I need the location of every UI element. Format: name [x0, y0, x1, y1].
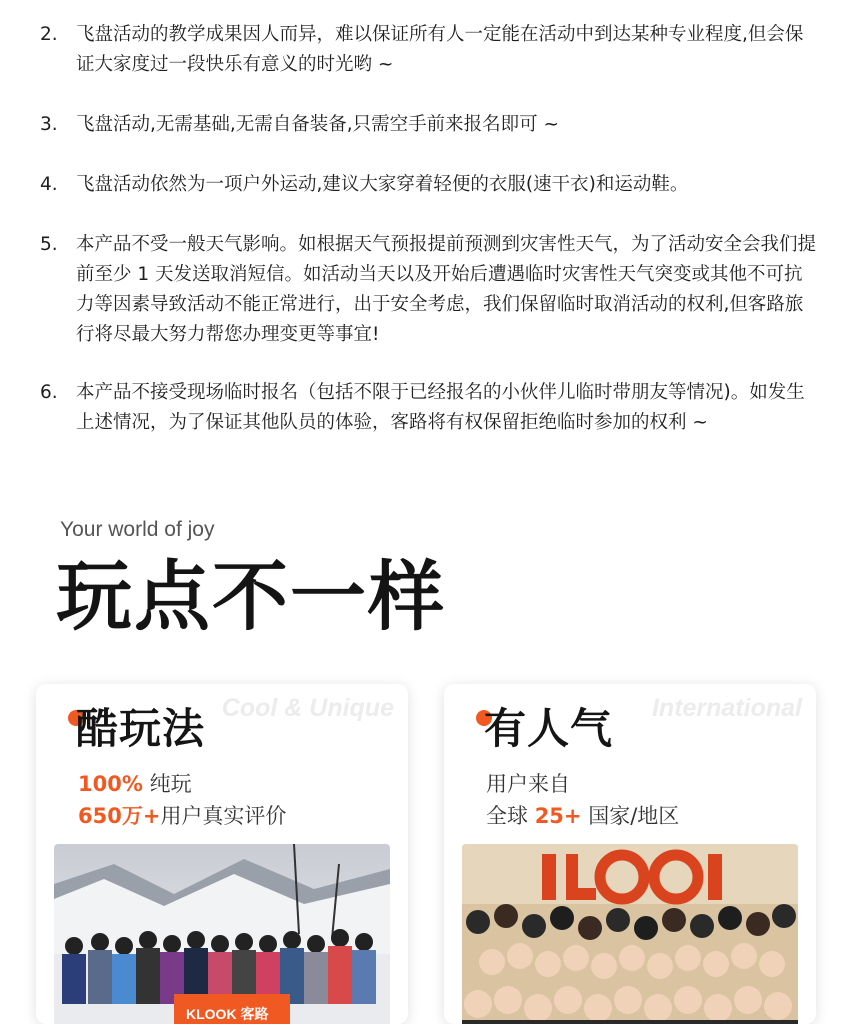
snow-group-photo	[54, 844, 390, 1024]
section-tagline: Your world of joy	[60, 518, 215, 541]
card-stat-line-2	[486, 802, 679, 830]
stat-highlight: 100%	[78, 772, 143, 796]
feature-card-international	[444, 684, 816, 1024]
note-item-3	[40, 110, 820, 140]
stat-text: 用户真实评价	[160, 804, 287, 828]
team-group-image	[462, 844, 798, 1024]
card-title: 有人气	[484, 704, 614, 753]
stat-highlight: 25+	[534, 804, 582, 828]
team-group-photo	[462, 844, 798, 1024]
note-text: 本产品不接受现场临时报名（包括不限于已经报名的小伙伴儿临时带朋友等情况)。如发生上述情况，为了保证其他队员的体验，客路将有权保留拒绝临时参加的权利 ~	[76, 382, 805, 433]
note-item-2	[40, 20, 820, 80]
klook-banner-text: KLOOK 客路	[186, 1006, 269, 1022]
card-stat-line-2	[78, 802, 286, 830]
stat-text: 全球	[486, 804, 535, 828]
note-text: 飞盘活动依然为一项户外运动,建议大家穿着轻便的衣服(速干衣)和运动鞋。	[76, 174, 689, 195]
note-number: 3.	[40, 114, 58, 135]
note-text: 飞盘活动,无需基础,无需自备装备,只需空手前来报名即可 ~	[76, 114, 560, 135]
stat-highlight: 650万+	[78, 804, 161, 828]
note-number: 5.	[40, 234, 58, 255]
card-watermark: Cool & Unique	[221, 694, 394, 722]
card-title: 酷玩法	[76, 704, 206, 753]
note-item-5	[40, 230, 820, 350]
note-number: 6.	[40, 382, 58, 403]
note-number: 2.	[40, 24, 58, 45]
note-item-4	[40, 170, 820, 200]
card-stat-line-1: 用户来自	[486, 772, 570, 796]
note-number: 4.	[40, 174, 58, 195]
note-text: 飞盘活动的教学成果因人而异，难以保证所有人一定能在活动中到达某种专业程度,但会保证大家度过一段快乐有意义的时光哟 ~	[76, 24, 804, 75]
section-headline: 玩点不一样	[56, 552, 446, 641]
stat-text: 纯玩	[142, 772, 192, 796]
note-item-6	[40, 378, 820, 438]
snow-group-image	[54, 844, 390, 1024]
card-watermark: International	[651, 694, 802, 722]
note-text: 本产品不受一般天气影响。如根据天气预报提前预测到灾害性天气，为了活动安全会我们提前至少 1 天发送取消短信。如活动当天以及开始后遭遇临时灾害性天气突变或其他不可抗力等因素导致活动不能正常进行，出于安全考虑，我们保留临时取消活动的权利,但客路旅行将尽最大努力帮您办理变更等事宜!	[76, 234, 817, 345]
card-stat-line-1	[78, 770, 192, 798]
stat-text: 国家/地区	[581, 804, 680, 828]
feature-card-cool	[36, 684, 408, 1024]
